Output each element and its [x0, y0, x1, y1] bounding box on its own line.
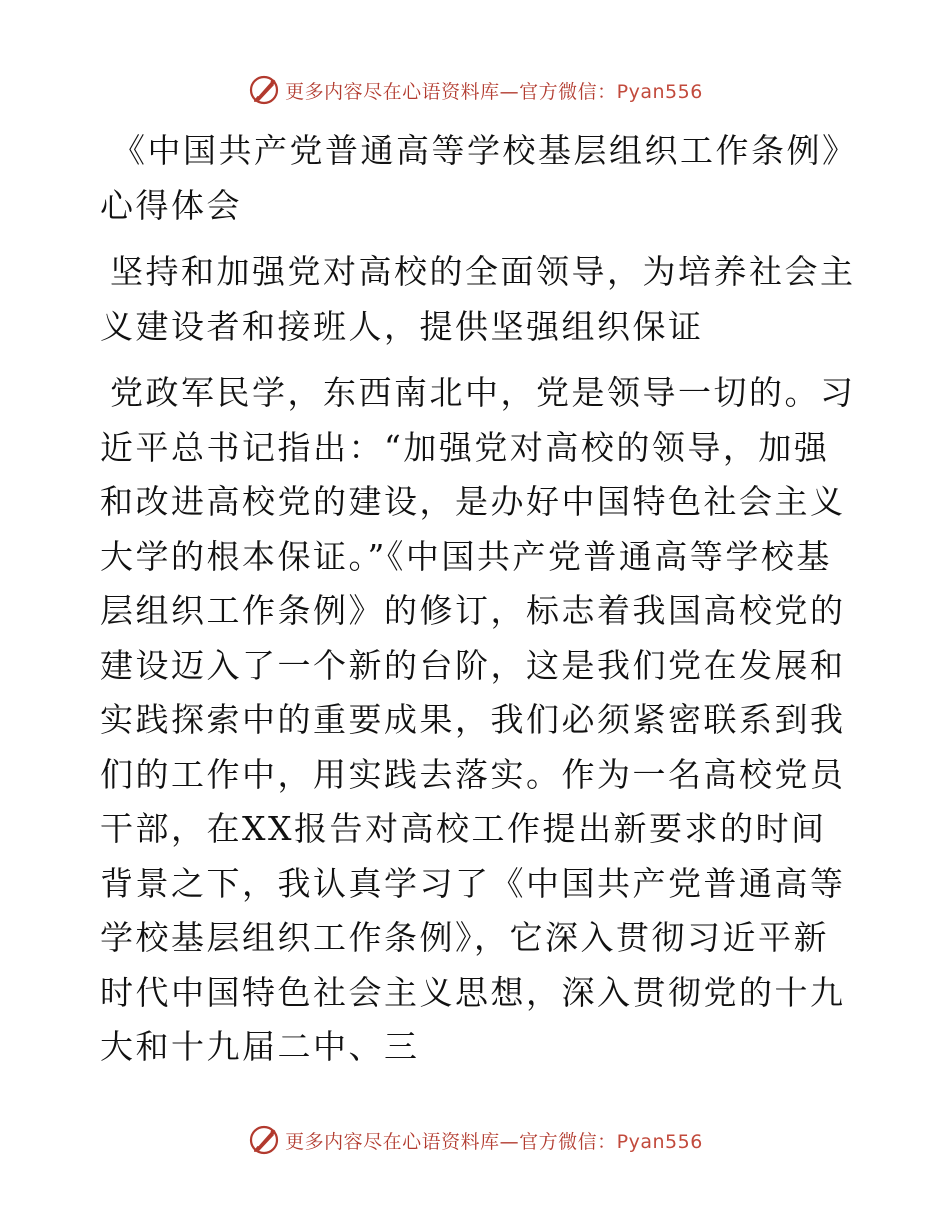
- document-title: 《中国共产党普通高等学校基层组织工作条例》心得体会: [100, 131, 858, 225]
- document-body: [100, 118, 860, 1075]
- document-subtitle: 坚持和加强党对高校的全面领导，为培养社会主义建设者和接班人，提供坚强组织保证: [100, 252, 856, 346]
- quill-pen-logo-icon: [247, 1123, 281, 1157]
- banner-label: 更多内容尽在心语资料库—官方微信：: [285, 80, 617, 103]
- document-paragraph: 党政军民学，东西南北中，党是领导一切的。习近平总书记指出：“加强党对高校的领导，加强和改进高校党的建设，是办好中国特色社会主义大学的根本保证。”《中国共产党普通高等学校基层组织工作条例》的修订，标志着我国高校党的建设迈入了一个新的台阶，这是我们党在发展和实践探索中的重要成果，我们必须紧密联系到我们的工作中，用实践去落实。作为一名高校党员干部，在XX报告对高校工作提出新要求的时间背景之下，我认真学习了《中国共产党普通高等学校基层组织工作条例》，它深入贯彻习近平新时代中国特色社会主义思想，深入贯彻党的十九大和十九届二中、三: [100, 373, 856, 1066]
- wechat-id: Pyan556: [616, 1130, 703, 1153]
- banner-text: [285, 77, 703, 104]
- header-watermark-banner: [0, 70, 950, 110]
- footer-watermark-banner: [0, 1120, 950, 1160]
- banner-text: [285, 1127, 703, 1154]
- quill-pen-logo-icon: [247, 73, 281, 107]
- banner-label: 更多内容尽在心语资料库—官方微信：: [285, 1130, 617, 1153]
- wechat-id: Pyan556: [616, 80, 703, 103]
